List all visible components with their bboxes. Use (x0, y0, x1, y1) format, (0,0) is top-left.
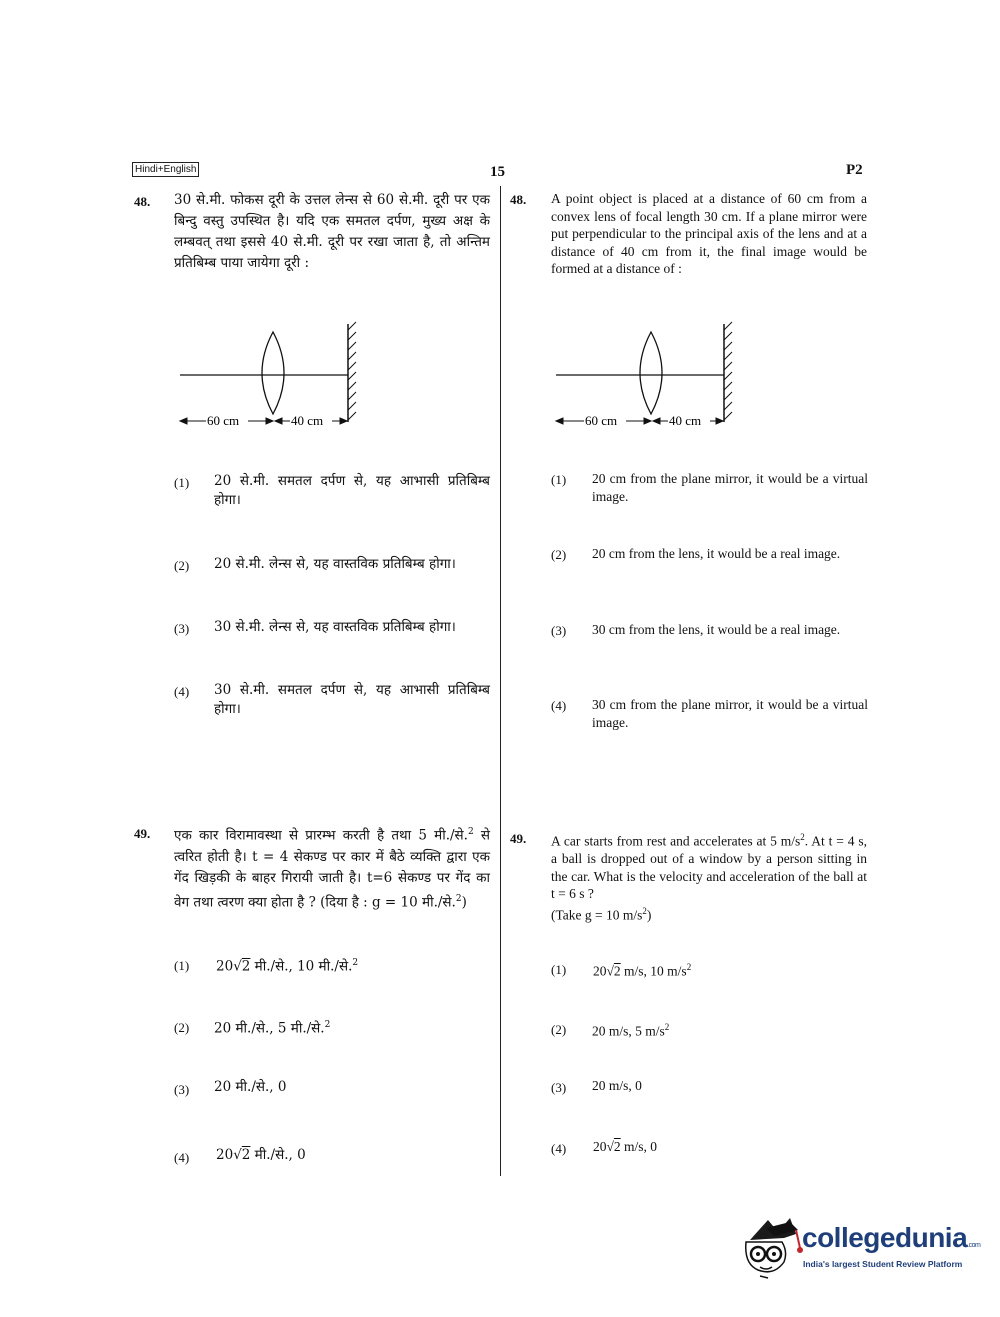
option-number: (4) (174, 1150, 190, 1165)
sqrt-symbol: √2 (606, 1139, 621, 1154)
question-text-english: A point object is placed at a distance of 60 cm from a convex lens of focal length 30 cm. If a plane mirror were put perpendicular to the principal axis of the lens and at a distance of 40 cm from it, the final image would be formed at a distance of : (551, 191, 867, 276)
question-text-hindi: एक कार विरामावस्था से प्रारम्भ करती है तथा 5 मी./से.$^2$ से त्वरित होती है। t = 4 सेकण्ड पर कार में बैठे व्यक्ति द्वारा एक गेंद खिड़की के बाहर गिरायी जाती है। t=6 सेकण्ड पर गेंद का वेग तथा त्वरण क्या होता है ? (दिया है : g = 10 मी./से.$^2$) (174, 827, 491, 910)
mirror-hatching (348, 322, 356, 420)
brand-logo-text: collegedunia.com (802, 1222, 981, 1253)
option-text: 20√2 मी./से., 0 (216, 1147, 306, 1163)
option-text: 30 cm from the lens, it would be a real image. (592, 622, 841, 637)
option-number: (2) (174, 1020, 190, 1035)
lens-mirror-diagram-english (548, 318, 743, 434)
option-text: 20 m/s, 0 (592, 1078, 642, 1093)
question-number: 49. (134, 826, 151, 841)
page-number: 15 (490, 164, 505, 180)
sqrt-symbol: √2 (233, 958, 251, 975)
question-text-hindi: 30 से.मी. फोकस दूरी के उत्तल लेन्स से 60 से.मी. दूरी पर एक बिन्दु वस्तु उपस्थित है। यदि एक समतल दर्पण, मुख्य अक्ष के लम्बवत् तथा इससे 40 से.मी. दूरी पर रखा जाता है, तो अन्तिम प्रतिबिम्ब पाया जायेगा दूरी : (174, 192, 490, 271)
question-number: 49. (510, 831, 527, 846)
option-text: 20√2 m/s, 0 (593, 1139, 658, 1154)
mascot-with-graduation-cap-icon (738, 1212, 804, 1284)
option-number: (4) (174, 684, 190, 699)
sqrt-symbol: √2 (233, 1147, 251, 1163)
lens-mirror-diagram-hindi (170, 318, 365, 434)
distance-label-40: 40 cm (669, 413, 702, 428)
mirror-hatching (724, 322, 732, 420)
option-text: 20 cm from the plane mirror, it would be a virtual image. (592, 471, 868, 504)
option-text: 20 मी./से., 0 (214, 1079, 287, 1095)
option-number: (1) (551, 472, 567, 487)
option-number: (3) (174, 1082, 190, 1097)
sqrt-symbol: √2 (606, 963, 621, 979)
column-divider (500, 186, 501, 1176)
option-number: (1) (174, 958, 190, 973)
distance-label-60: 60 cm (207, 413, 240, 428)
option-number: (3) (551, 623, 567, 638)
option-text: 20 से.मी. लेन्स से, यह वास्तविक प्रतिबिम्ब होगा। (214, 556, 456, 572)
brand-tagline: India's largest Student Review Platform (803, 1259, 963, 1269)
option-text: 20 m/s, 5 $m/s^2$ (592, 1022, 670, 1039)
option-text: 20√2 m/s, 10 $m/s^2$ (593, 962, 692, 979)
convex-lens (640, 332, 662, 414)
paper-code: P2 (846, 162, 863, 178)
option-number: (2) (551, 547, 567, 562)
question-text-english: A car starts from rest and accelerates at 5 $m/s^2$. At t = 4 s, a ball is dropped out of a window by a person sitting in the car. What is the velocity and acceleration of the ball at t = 6 s ? (Take g = 10 $m/s^2$) (551, 832, 868, 922)
option-number: (1) (174, 475, 190, 490)
option-text: 20 मी./से., 5 मी./से.$^2$ (214, 1020, 331, 1037)
option-number: (2) (174, 558, 190, 573)
option-number: (3) (551, 1080, 567, 1095)
distance-label-60: 60 cm (585, 413, 618, 428)
option-number: (1) (551, 962, 567, 977)
language-label: Hindi+English (132, 162, 199, 177)
distance-label-40: 40 cm (291, 413, 324, 428)
option-text: 30 से.मी. समतल दर्पण से, यह आभासी प्रतिबिम्ब होगा। (214, 682, 490, 717)
question-number: 48. (510, 192, 527, 207)
option-text: 20√2 मी./से., 10 मी./से.$^2$ (216, 958, 359, 975)
option-text: 30 cm from the plane mirror, it would be a virtual image. (592, 697, 868, 730)
question-number: 48. (134, 194, 151, 209)
option-number: (2) (551, 1022, 567, 1037)
option-number: (3) (174, 621, 190, 636)
option-number: (4) (551, 1141, 567, 1156)
option-text: 30 से.मी. लेन्स से, यह वास्तविक प्रतिबिम्ब होगा। (214, 619, 456, 635)
option-number: (4) (551, 698, 567, 713)
option-text: 20 से.मी. समतल दर्पण से, यह आभासी प्रतिबिम्ब होगा। (214, 473, 490, 508)
convex-lens (262, 332, 284, 414)
option-text: 20 cm from the lens, it would be a real image. (592, 546, 841, 561)
